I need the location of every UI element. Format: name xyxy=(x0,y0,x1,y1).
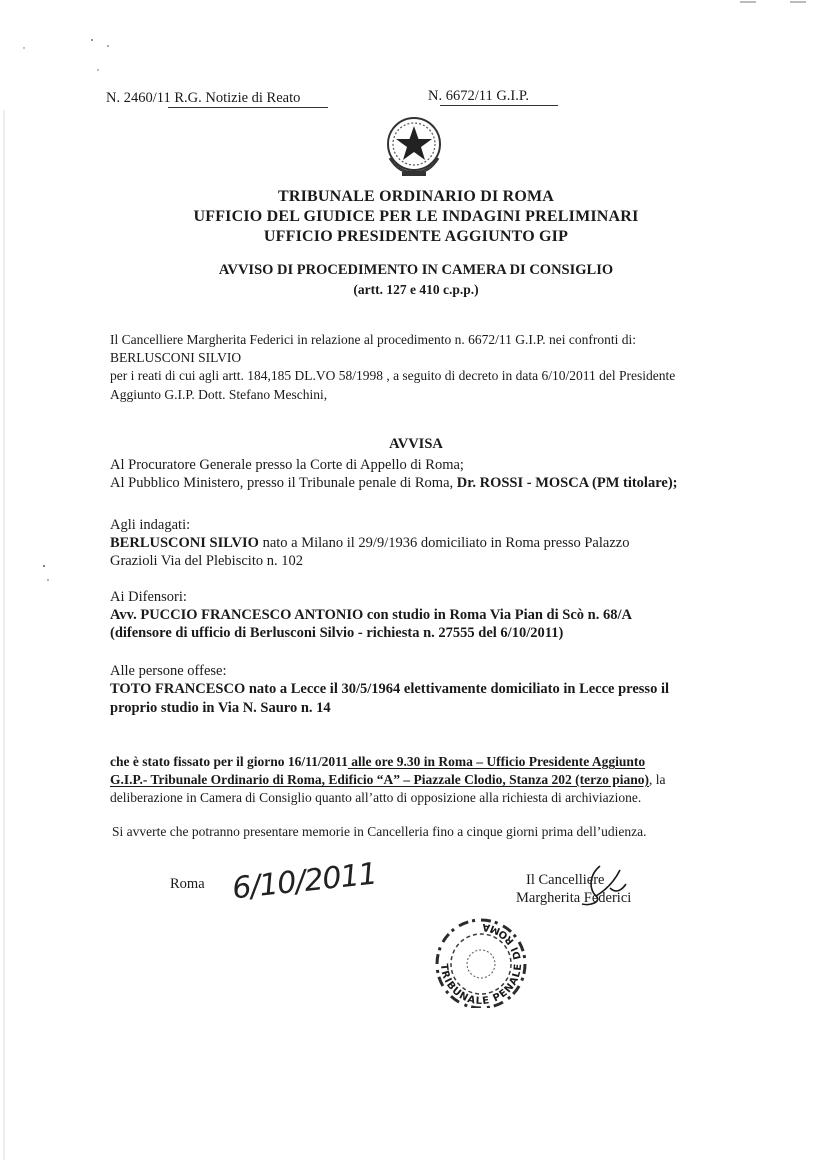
court-name-heading: TRIBUNALE ORDINARIO DI ROMA xyxy=(277,188,555,205)
signature-mark xyxy=(560,860,640,910)
handwritten-date: 6/10/2011 xyxy=(230,856,379,907)
reference-rg-text: N. 2460/11 R.G. Notizie di Reato xyxy=(106,90,301,106)
offese-line-2: proprio studio in Via N. Sauro n. 14 xyxy=(110,700,331,716)
avvisa-line-2-text: Al Pubblico Ministero, presso il Tribunale penale di Roma, xyxy=(110,475,457,491)
signer-title: Il Cancelliere xyxy=(526,872,605,888)
pm-name: Dr. ROSSI - MOSCA (PM titolare); xyxy=(456,475,678,491)
offese-label: Alle persone offese: xyxy=(110,663,227,679)
reference-rg xyxy=(106,90,300,107)
difensori-label: Ai Difensori: xyxy=(110,589,187,605)
hearing-line-1 xyxy=(110,753,645,771)
avvisa-line-1: Al Procuratore Generale presso la Corte di Appello di Roma; xyxy=(110,457,464,473)
notice-title: AVVISO DI PROCEDIMENTO IN CAMERA DI CONSIGLIO xyxy=(218,262,614,278)
court-presidency-heading: UFFICIO PRESIDENTE AGGIUNTO GIP xyxy=(263,228,569,245)
hearing-location: G.I.P.- Tribunale Ordinario di Roma, Edificio “A” – Piazzale Clodio, Stanza 202 (terzo piano) xyxy=(110,772,649,787)
reference-gip xyxy=(428,88,529,105)
avvisa-heading: AVVISA xyxy=(389,436,443,452)
indagati-label: Agli indagati: xyxy=(110,517,191,533)
indagato-name: BERLUSCONI SILVIO xyxy=(110,535,259,551)
signer-name: Margherita Federici xyxy=(516,890,632,906)
difensori-line-1: Avv. PUCCIO FRANCESCO ANTONIO con studio in Roma Via Pian di Scò n. 68/A xyxy=(110,607,632,623)
offese-line-1: TOTO FRANCESCO nato a Lecce il 30/5/1964 elettivamente domiciliato in Lecce presso il xyxy=(110,681,670,697)
hearing-line-2-tail: , la xyxy=(649,772,666,787)
reference-gip-underline xyxy=(440,105,558,106)
intro-line-3: per i reati di cui agli artt. 184,185 DL.VO 58/1998 , a seguito di decreto in data 6/10/2011 del Presidente xyxy=(110,368,676,383)
warning-text: Si avverte che potranno presentare memorie in Cancelleria fino a cinque giorni prima dell’udienza. xyxy=(112,824,647,839)
closing-place: Roma xyxy=(170,876,205,892)
intro-line-4: Aggiunto G.I.P. Dott. Stefano Meschini, xyxy=(110,387,328,402)
avvisa-line-2 xyxy=(110,474,677,492)
intro-line-1: Il Cancelliere Margherita Federici in relazione al procedimento n. 6672/11 G.I.P. nei confronti di: xyxy=(110,332,636,347)
reference-gip-text: N. 6672/11 G.I.P. xyxy=(428,88,529,104)
reference-rg-underline xyxy=(168,107,328,108)
court-stamp xyxy=(425,908,537,1008)
notice-articles: (artt. 127 e 410 c.p.p.) xyxy=(353,282,479,297)
hearing-line-3: deliberazione in Camera di Consiglio quanto all’atto di opposizione alla richiesta di archiviazione. xyxy=(110,790,642,805)
hearing-time-place: alle ore 9.30 in Roma – Ufficio Presidente Aggiunto xyxy=(347,754,646,769)
indagati-line-2: Grazioli Via del Plebiscito n. 102 xyxy=(110,553,303,569)
indagato-details: nato a Milano il 29/9/1936 domiciliato in Roma presso Palazzo xyxy=(258,535,630,551)
difensori-line-2: (difensore di ufficio di Berlusconi Silvio - richiesta n. 27555 del 6/10/2011) xyxy=(110,625,564,641)
hearing-date-text: che è stato fissato per il giorno 16/11/2011 xyxy=(110,754,348,769)
indagati-line-1 xyxy=(110,534,629,552)
italian-republic-emblem-icon xyxy=(380,112,448,180)
hearing-line-2 xyxy=(110,771,666,789)
court-office-heading: UFFICIO DEL GIUDICE PER LE INDAGINI PRELIMINARI xyxy=(193,208,639,225)
svg-text:TRIBUNALE PENALE DI ROMA: TRIBUNALE PENALE DI ROMA xyxy=(437,920,525,1008)
intro-line-2: BERLUSCONI SILVIO xyxy=(110,350,242,365)
